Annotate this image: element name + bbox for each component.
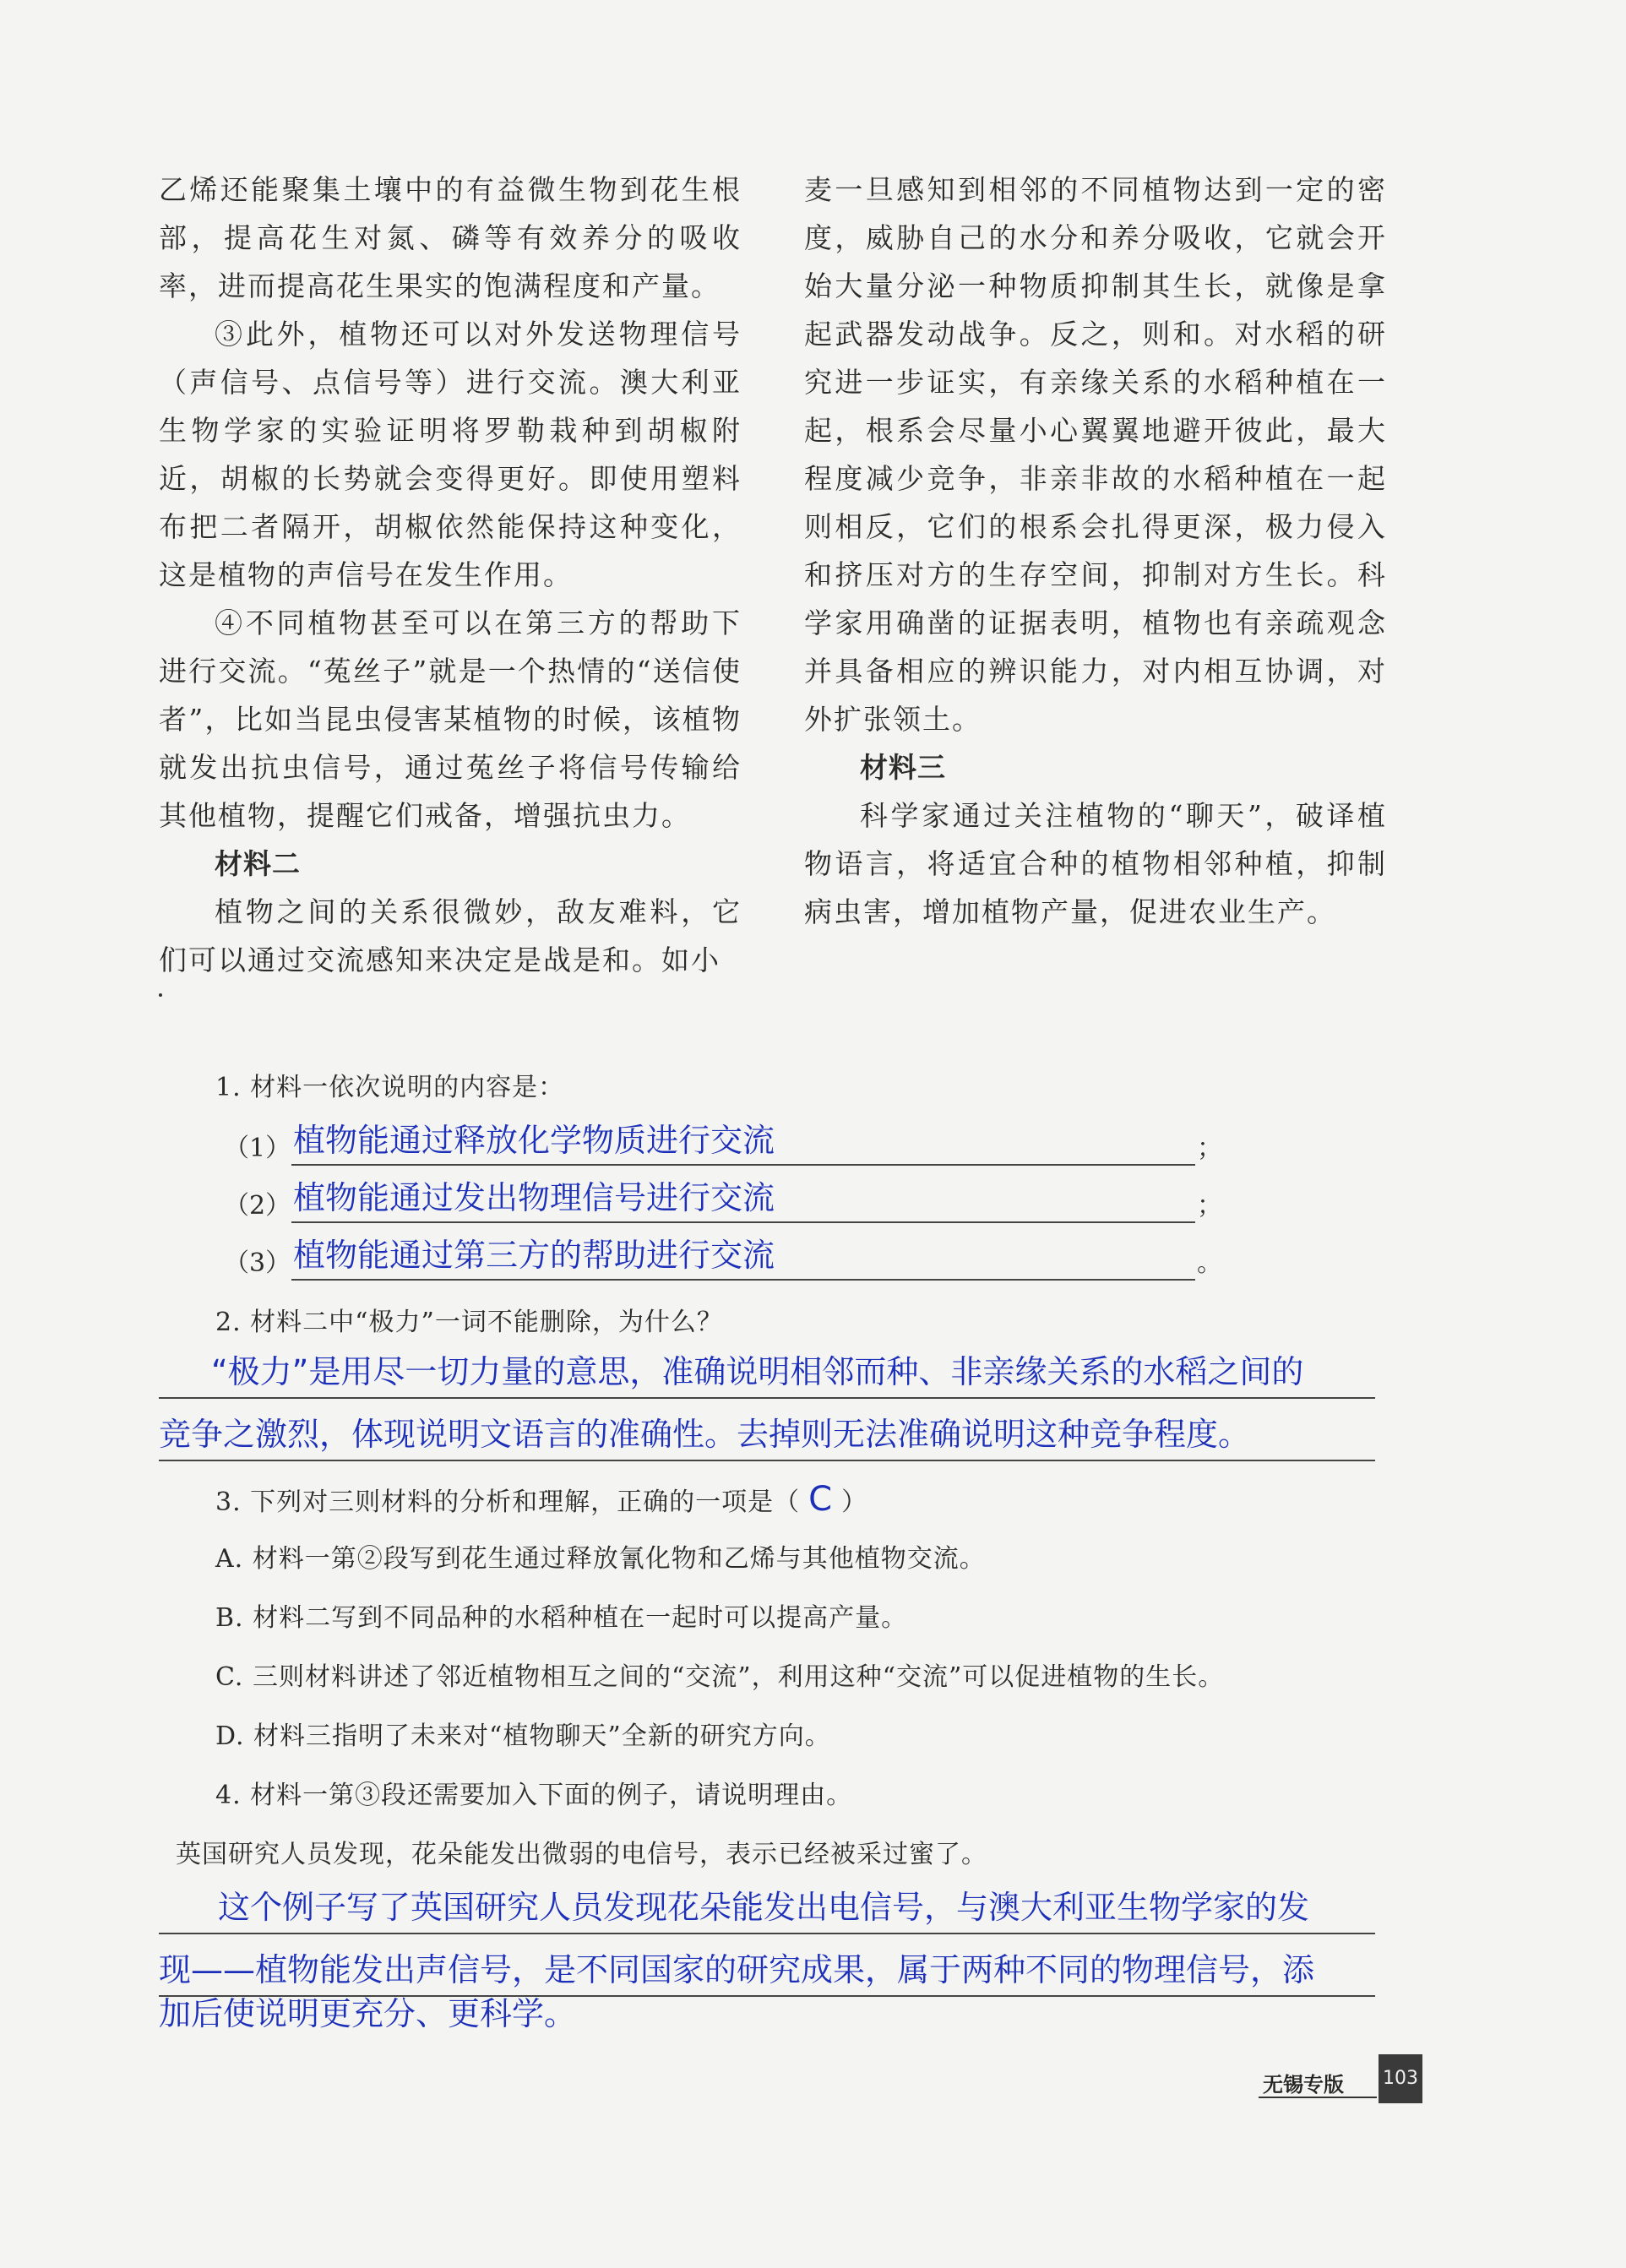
handwritten-answer: 这个例子写了英国研究人员发现花朵能发出电信号，与澳大利亚生物学家的发 <box>218 1889 1310 1926</box>
left-paragraph-1: 乙烯还能聚集土壤中的有益微生物到花生根部，提高花生对氮、磷等有效养分的吸收率，进而提高花生果实的饱满程度和产量。 <box>159 173 742 302</box>
blank-number: （2） <box>224 1191 291 1221</box>
question-4-answer-line-3 <box>159 1982 1375 2039</box>
option-d: D. 材料三指明了未来对“植物聊天”全新的研究方向。 <box>215 1721 831 1751</box>
handwritten-answer: 加后使说明更充分、更科学。 <box>159 1995 577 2032</box>
blank-punctuation: ； <box>1197 1134 1222 1163</box>
footer-rule <box>1259 2097 1377 2098</box>
left-paragraph-3: ④不同植物甚至可以在第三方的帮助下进行交流。“菟丝子”就是一个热情的“送信使者”，比如当昆虫侵害某植物的时候，该植物就发出抗虫信号，通过菟丝子将信号传输给其他植物，提醒它们戒备，增强抗虫力。 <box>159 606 742 832</box>
question-1-blank-2 <box>224 1172 1222 1223</box>
option-b: B. 材料二写到不同品种的水稻种植在一起时可以提高产量。 <box>215 1603 908 1633</box>
handwritten-answer: 植物能通过第三方的帮助进行交流 <box>293 1237 775 1274</box>
handwritten-answer: “极力”是用尽一切力量的意思，准确说明相邻而种、非亲缘关系的水稻之间的 <box>211 1353 1304 1390</box>
footer-edition-label: 无锡专版 <box>1263 2073 1344 2097</box>
left-column <box>159 166 742 984</box>
question-1-blank-1 <box>224 1115 1222 1166</box>
answer-underline <box>291 1221 1195 1223</box>
question-4-answer-line-1 <box>159 1875 1375 1934</box>
question-2-prompt: 2. 材料二中“极力”一词不能删除，为什么？ <box>215 1308 723 1337</box>
question-3-answer: C <box>808 1480 834 1519</box>
right-paragraph-1: 麦一旦感知到相邻的不同植物达到一定的密度，威胁自己的水分和养分吸收，它就会开始大量分泌一种物质抑制其生长，就像是拿起武器发动战争。反之，则和。对水稻的研究进一步证实，有亲缘关系的水稻种植在一起，根系会尽量小心翼翼地避开彼此，最大程度减少竞争，非亲非故的水稻种植在一起则相反，它们的根系会扎得更深，极力侵入和挤压对方的生存空间，抑制对方生长。科学家用确凿的证据表明，植物也有亲疏观念并具备相应的辨识能力，对内相互协调，对外扩张领土。 <box>804 173 1387 736</box>
handwritten-answer: 现——植物能发出声信号，是不同国家的研究成果，属于两种不同的物理信号，添 <box>159 1951 1315 1988</box>
handwritten-answer: 植物能通过释放化学物质进行交流 <box>293 1122 775 1159</box>
left-paragraph-2: ③此外，植物还可以对外发送物理信号（声信号、点信号等）进行交流。澳大利亚生物学家的实验证明将罗勒栽种到胡椒附近，胡椒的长势就会变得更好。即使用塑料布把二者隔开，胡椒依然能保持这种变化，这是植物的声信号在发生作用。 <box>159 318 742 591</box>
answer-underline <box>291 1279 1195 1281</box>
question-2-answer-line-1 <box>159 1340 1375 1399</box>
question-3-prompt-text: 3. 下列对三则材料的分析和理解，正确的一项是（ <box>215 1488 801 1517</box>
question-1-blank-3 <box>224 1230 1222 1281</box>
option-a: A. 材料一第②段写到花生通过释放氰化物和乙烯与其他植物交流。 <box>215 1544 986 1574</box>
question-1-prompt: 1. 材料一依次说明的内容是： <box>215 1073 565 1102</box>
blank-punctuation: ； <box>1197 1191 1222 1221</box>
stray-dot <box>159 993 162 997</box>
right-paragraph-2: 科学家通过关注植物的“聊天”，破译植物语言，将适宜合种的植物相邻种植，抑制病虫害，增加植物产量，促进农业生产。 <box>804 799 1387 928</box>
question-4-prompt: 4. 材料一第③段还需要加入下面的例子，请说明理由。 <box>215 1781 853 1810</box>
handwritten-answer: 植物能通过发出物理信号进行交流 <box>293 1179 775 1216</box>
material-two-heading: 材料二 <box>215 847 301 880</box>
page-number: 103 <box>1379 2054 1422 2103</box>
handwritten-answer: 竞争之激烈，体现说明文语言的准确性。去掉则无法准确说明这种竞争程度。 <box>159 1416 1251 1453</box>
left-paragraph-4: 植物之间的关系很微妙，敌友难料，它们可以通过交流感知来决定是战是和。如小 <box>159 895 742 976</box>
blank-number: （3） <box>224 1248 291 1278</box>
blank-punctuation: 。 <box>1197 1248 1222 1278</box>
right-column <box>804 166 1387 936</box>
question-2-answer-line-2 <box>159 1402 1375 1461</box>
question-4-example: 英国研究人员发现，花朵能发出微弱的电信号，表示已经被采过蜜了。 <box>176 1840 987 1869</box>
material-three-heading: 材料三 <box>860 751 946 784</box>
option-c: C. 三则材料讲述了邻近植物相互之间的“交流”，利用这种“交流”可以促进植物的生长。 <box>215 1662 1225 1692</box>
answer-underline <box>291 1164 1195 1166</box>
question-3-prompt <box>215 1480 867 1519</box>
blank-number: （1） <box>224 1134 291 1163</box>
question-3-prompt-close: ） <box>841 1488 868 1517</box>
